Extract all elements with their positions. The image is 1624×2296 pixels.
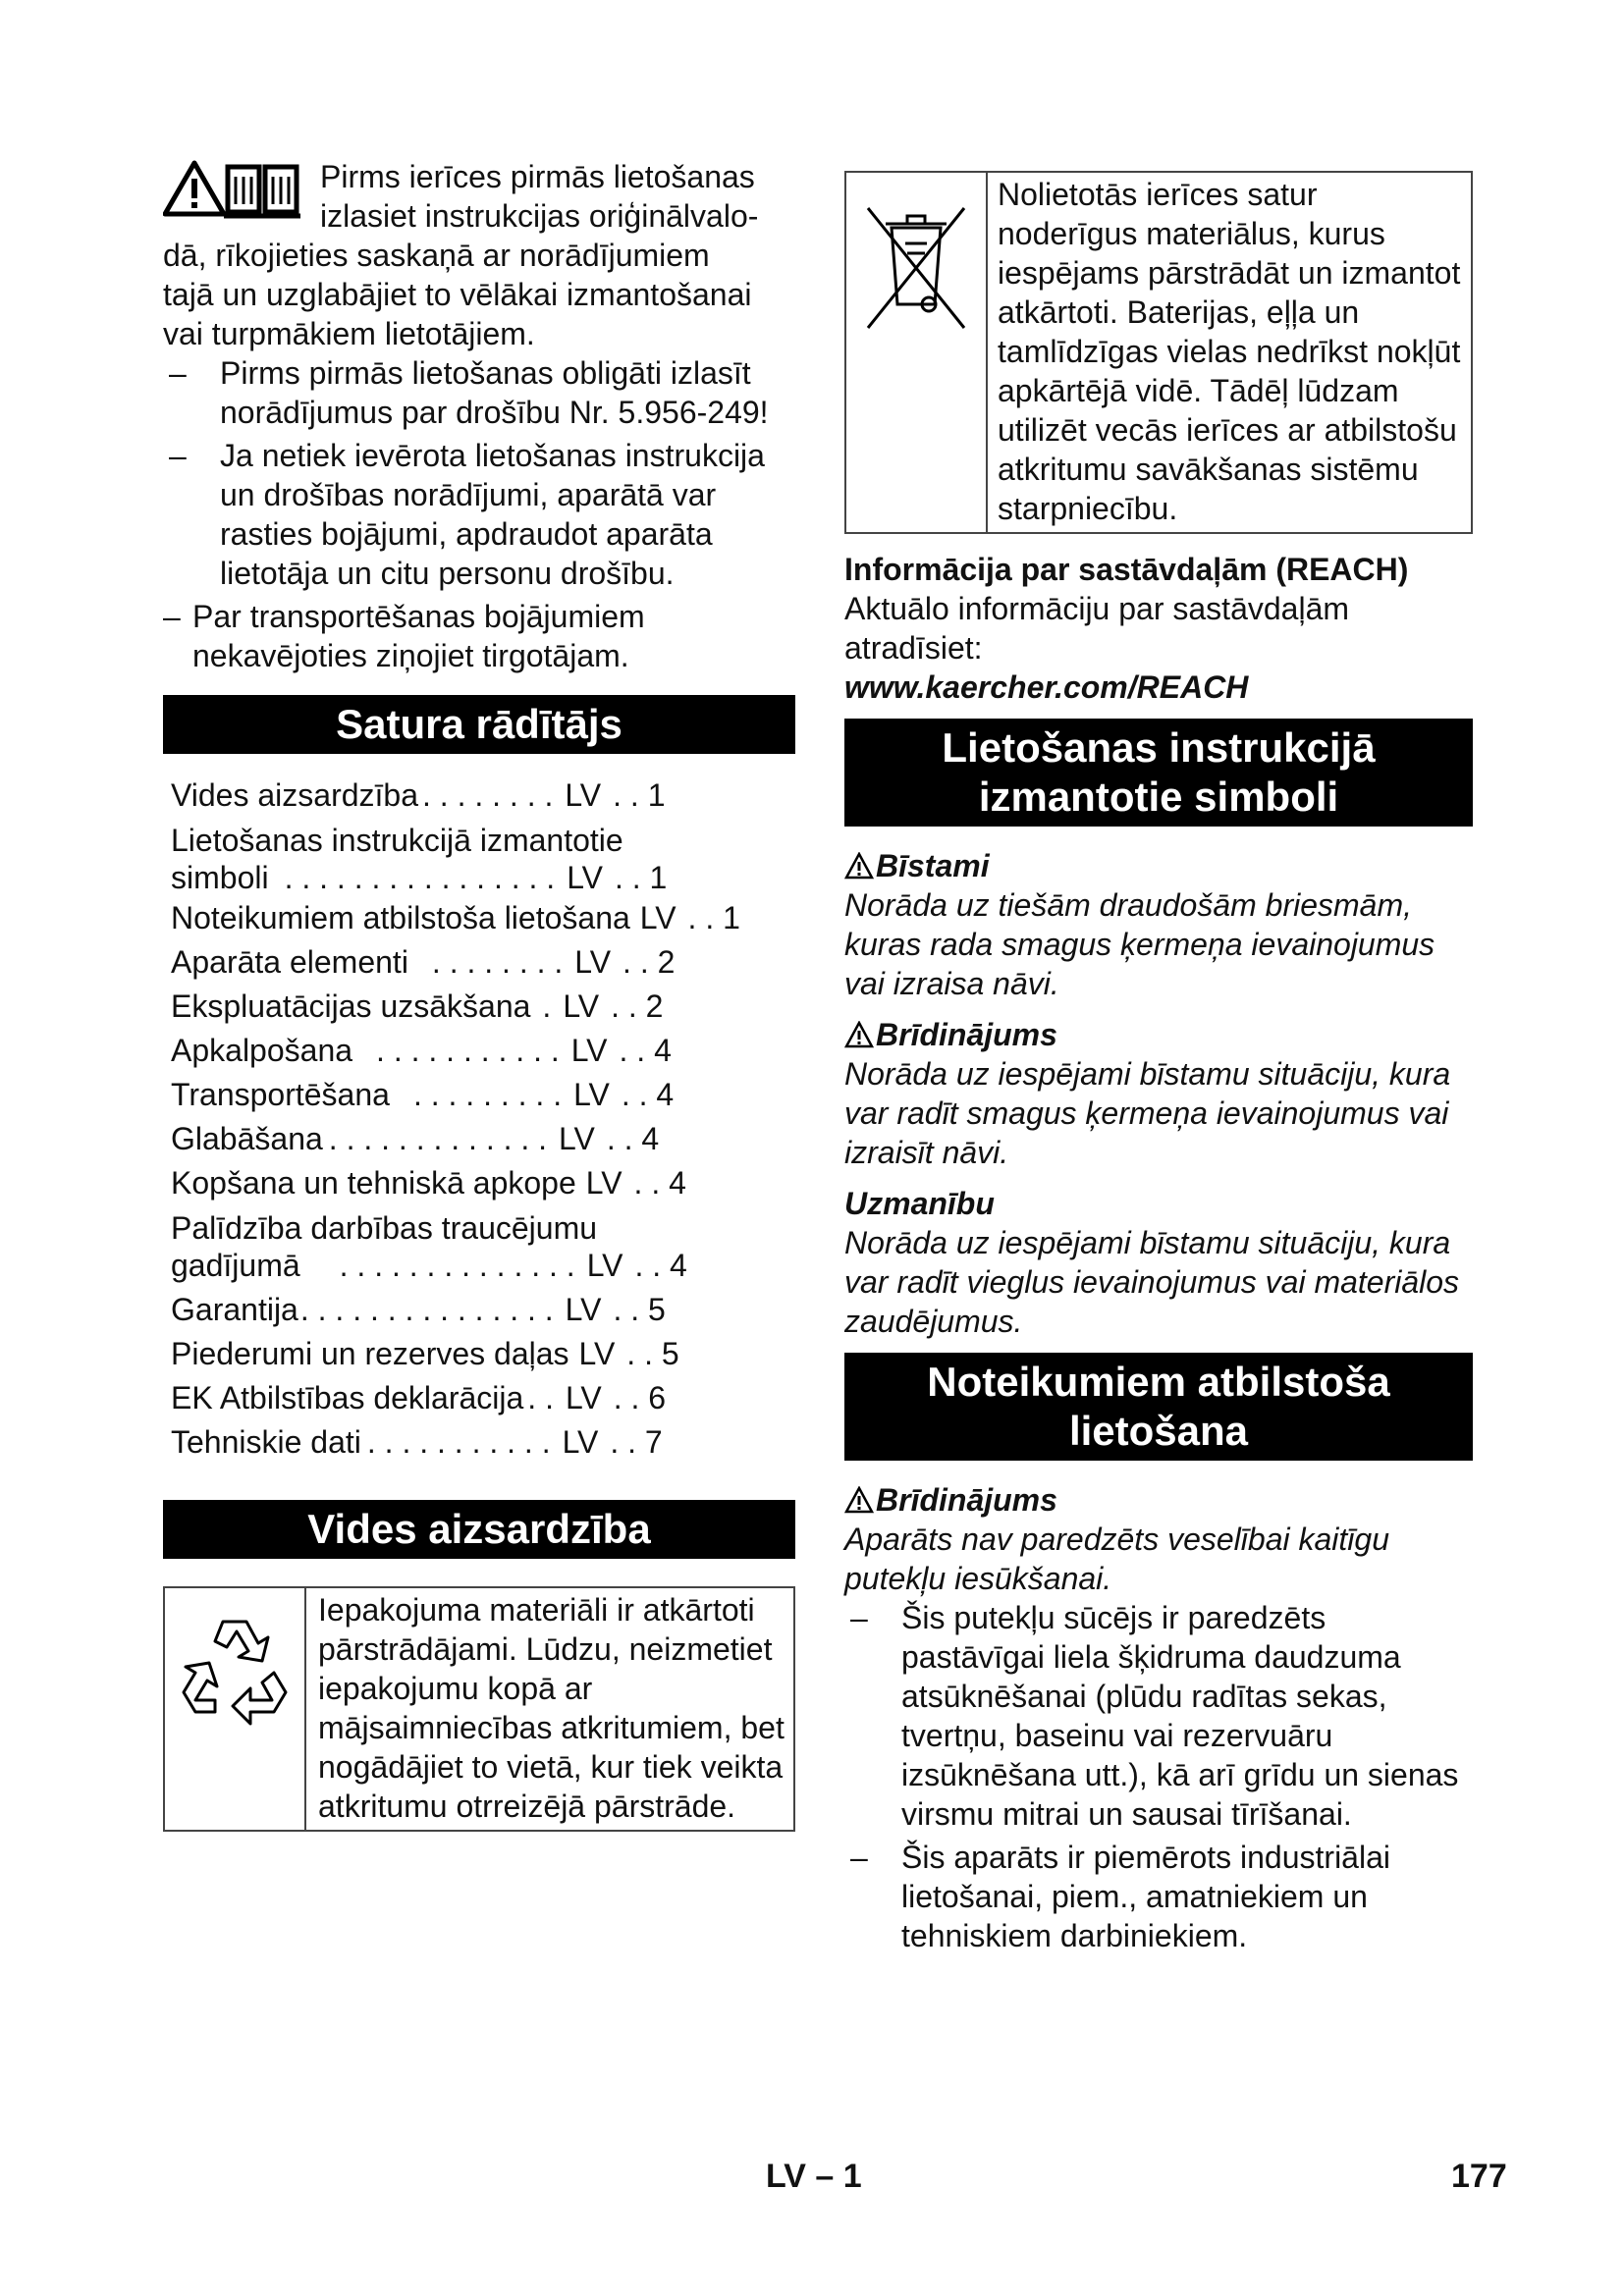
symbol-warning	[844, 1015, 1473, 1172]
symbol-title-row	[844, 846, 1473, 885]
toc-entry[interactable]	[163, 896, 795, 940]
toc-dots: . . . . . . . . . . .	[366, 1424, 551, 1460]
intended-use-bullet	[844, 1598, 1473, 1834]
toc-page: . . 4	[619, 1033, 672, 1068]
intended-use-bullet	[844, 1838, 1473, 1955]
symbol-text: Norāda uz iespējami bīstamu situāciju, kura var radīt vieglus ievainojumus vai materiālos zaudējumus.	[844, 1225, 1460, 1339]
toc-entry[interactable]	[163, 1247, 795, 1284]
toc-label: EK Atbilstības deklarācija	[171, 1380, 524, 1415]
toc-entry[interactable]	[163, 859, 795, 896]
toc-dots: . . . . . . . . . . . . . . .	[299, 1292, 554, 1327]
toc-page: . . 2	[623, 944, 676, 980]
toc-page: . . 1	[687, 900, 740, 935]
toc-page: . . 6	[613, 1380, 667, 1415]
reach-text: Aktuālo informāciju par sastāvdaļām atradīsiet:	[844, 591, 1350, 666]
toc-lang: LV	[565, 1380, 602, 1415]
symbols-heading	[844, 719, 1473, 827]
bullet-dash: –	[850, 1840, 868, 1875]
toc-lang: LV	[563, 988, 600, 1024]
toc-label: Noteikumiem atbilstoša lietošana	[171, 900, 630, 935]
intro-bullet	[163, 597, 795, 675]
toc-label: Apkalpošana	[171, 1033, 353, 1068]
bullet-text: Ja netiek ievērota lietošanas instrukcija un drošības norādījumi, aparātā var rasties bojājumi, apdraudot aparāta lietotāja un citu personu drošību.	[220, 438, 765, 591]
bullet-dash: –	[169, 438, 187, 473]
left-column	[163, 157, 795, 1832]
toc-dots: . .	[527, 1380, 554, 1415]
toc-label: gadījumā	[171, 1248, 300, 1283]
bullet-dash: –	[163, 599, 181, 634]
bullet-text: Par transportēšanas bojājumiem nekavējoties ziņojiet tirgotājam.	[192, 599, 645, 673]
toc-entry[interactable]	[163, 822, 795, 859]
packaging-info-table	[163, 1586, 795, 1832]
toc-lang: LV	[574, 944, 612, 980]
toc-label: Piederumi un rezerves daļas	[171, 1336, 569, 1371]
toc-label: Transportēšana	[171, 1077, 390, 1112]
intro-bullet	[163, 353, 795, 432]
toc-entry[interactable]	[163, 985, 795, 1029]
toc-label: simboli	[171, 860, 269, 895]
toc-page: . . 2	[611, 988, 664, 1024]
intended-use-heading-line: lietošana	[1068, 1408, 1249, 1454]
intro-line: vai turpmākiem lietotājiem.	[163, 316, 535, 351]
toc-entry[interactable]	[163, 1420, 795, 1465]
toc-dots: . . . . . . . . . . . . . .	[339, 1248, 575, 1283]
toc-lang: LV	[573, 1077, 610, 1112]
intended-use-warning	[844, 1480, 1473, 1598]
disposal-icon-cell	[846, 173, 988, 532]
intended-use-heading	[844, 1353, 1473, 1461]
symbol-title: Uzmanību	[844, 1186, 995, 1221]
crossed-bin-icon	[862, 194, 970, 332]
toc-lang: LV	[639, 900, 677, 935]
toc-page: . . 1	[614, 860, 668, 895]
warning-title: Brīdinājums	[876, 1482, 1057, 1518]
toc-label: Garantija	[171, 1292, 298, 1327]
toc-lang: LV	[570, 1033, 608, 1068]
toc-dots: . . . . . . . .	[431, 944, 564, 980]
reach-title: Informācija par sastāvdaļām (REACH)	[844, 552, 1409, 587]
toc-lang: LV	[578, 1336, 616, 1371]
toc-label: Lietošanas instrukcijā izmantotie	[171, 823, 623, 858]
warning-icon	[844, 1486, 874, 1514]
packaging-text: Iepakojuma materiāli ir atkārtoti pārstrādājami. Lūdzu, neizmetiet iepakojumu kopā ar mājsaimniecības atkritumiem, bet nogādājiet to vietā, kur tiek veikta atkritumu otrreizējā pārstrāde.	[318, 1592, 785, 1824]
toc-entry[interactable]	[163, 1209, 795, 1247]
toc-label: Aparāta elementi	[171, 944, 408, 980]
table-of-contents	[163, 774, 795, 1465]
symbol-title-row	[844, 1015, 1473, 1054]
disposal-info-table	[844, 171, 1473, 534]
page-number: 177	[1451, 2158, 1507, 2195]
environment-heading: Vides aizsardzība	[163, 1500, 795, 1559]
symbol-title: Bīstami	[876, 848, 990, 883]
warning-icon	[844, 852, 874, 880]
toc-page: . . 4	[606, 1121, 660, 1156]
toc-entry[interactable]	[163, 1332, 795, 1376]
disposal-text: Nolietotās ierīces satur noderīgus materiālus, kurus iespējams pārstrādāt un izmantot atkārtoti. Baterijas, eļļa un tamlīdzīgas vielas nedrīkst nokļūt apkārtējā vidē. Tādēļ lūdzam utilizēt vecās ierīces ar atbilstošu atkritumu savākšanas sistēmu starpniecību.	[998, 177, 1461, 526]
right-column	[844, 171, 1473, 1955]
toc-lang: LV	[565, 777, 602, 813]
recycle-icon	[176, 1608, 294, 1726]
toc-label: Glabāšana	[171, 1121, 323, 1156]
toc-page: . . 5	[613, 1292, 666, 1327]
intro-first-line: Pirms ierīces pirmās lietošanas	[320, 159, 755, 194]
toc-page: . . 4	[634, 1248, 687, 1283]
toc-entry[interactable]	[163, 940, 795, 985]
toc-label: Ekspluatācijas uzsākšana	[171, 988, 531, 1024]
bullet-text: Šis putekļu sūcējs ir paredzēts pastāvīgai liela šķidruma daudzuma atsūknēšanai (plūdu radītas sekas, tvertņu, baseinu vai rezervuāru izsūknēšana utt.), kā arī grīdu un sienas virsmu mitrai un sausai tīrīšanai.	[901, 1600, 1459, 1832]
warning-title-row	[844, 1480, 1473, 1520]
warning-text: Aparāts nav paredzēts veselībai kaitīgu putekļu iesūkšanai.	[844, 1522, 1389, 1596]
toc-lang: LV	[567, 860, 603, 895]
toc-dots: . . . . . . . . . . . . . . . .	[284, 860, 556, 895]
toc-dots: . . . . . . . . . . .	[376, 1033, 560, 1068]
toc-lang: LV	[559, 1121, 595, 1156]
toc-lang: LV	[586, 1248, 623, 1283]
intro-line: dā, rīkojieties saskaņā ar norādījumiem	[163, 238, 710, 273]
toc-label: Tehniskie dati	[171, 1424, 361, 1460]
toc-page: . . 1	[613, 777, 666, 813]
bullet-dash: –	[850, 1600, 868, 1635]
toc-entry[interactable]	[163, 1161, 795, 1205]
toc-entry[interactable]	[163, 1029, 795, 1073]
toc-lang: LV	[585, 1165, 623, 1201]
bullet-text: Šis aparāts ir piemērots industriālai lietošanai, piem., amatniekiem un tehniskiem darbiniekiem.	[901, 1840, 1390, 1953]
bullet-dash: –	[169, 355, 187, 391]
intro-line: tajā un uzglabājiet to vēlākai izmantošanai	[163, 277, 752, 312]
symbol-text: Norāda uz tiešām draudošām briesmām, kuras rada smagus ķermeņa ievainojumus vai izraisa nāvi.	[844, 887, 1435, 1001]
toc-lang: LV	[562, 1424, 599, 1460]
toc-page: . . 5	[626, 1336, 679, 1371]
toc-lang: LV	[565, 1292, 602, 1327]
symbols-heading-line: Lietošanas instrukcijā	[942, 724, 1376, 771]
manual-book-icon	[222, 159, 302, 220]
toc-heading: Satura rādītājs	[163, 695, 795, 754]
toc-label: Vides aizsardzība	[171, 777, 418, 813]
symbol-caution	[844, 1184, 1473, 1341]
toc-label: Palīdzība darbības traucējumu	[171, 1210, 598, 1246]
toc-dots: . . . . . . . . . . . . .	[328, 1121, 548, 1156]
toc-dots: . . . . . . . . .	[412, 1077, 563, 1112]
toc-entry[interactable]	[163, 1073, 795, 1117]
symbol-text: Norāda uz iespējami bīstamu situāciju, kura var radīt smagus ķermeņa ievainojumus vai izraisīt nāvi.	[844, 1056, 1451, 1170]
intro-bullet	[163, 436, 795, 593]
symbol-title: Brīdinājums	[876, 1017, 1057, 1052]
toc-page: . . 4	[621, 1077, 675, 1112]
toc-entry[interactable]	[163, 1288, 795, 1332]
intro-line: izlasiet instrukcijas oriģinālvalo-	[320, 198, 759, 234]
toc-dots: . . . . . . . .	[422, 777, 554, 813]
toc-page: . . 7	[610, 1424, 663, 1460]
warning-icon	[844, 1021, 874, 1048]
intended-use-heading-line: Noteikumiem atbilstoša	[927, 1359, 1390, 1405]
intro-block	[163, 157, 795, 353]
packaging-icon-cell	[165, 1588, 306, 1830]
toc-page: . . 4	[633, 1165, 686, 1201]
toc-entry[interactable]	[163, 774, 795, 818]
intro-icons	[163, 159, 308, 228]
toc-dots: .	[542, 988, 552, 1024]
symbols-heading-line: izmantotie simboli	[978, 774, 1339, 820]
symbol-danger	[844, 846, 1473, 1003]
footer-section-label: LV – 1	[766, 2158, 862, 2195]
bullet-text: Pirms pirmās lietošanas obligāti izlasīt norādījumus par drošību Nr. 5.956-249!	[220, 355, 769, 430]
toc-entry[interactable]	[163, 1376, 795, 1420]
reach-link[interactable]: www.kaercher.com/REACH	[844, 669, 1249, 705]
toc-entry[interactable]	[163, 1117, 795, 1161]
toc-label: Kopšana un tehniskā apkope	[171, 1165, 576, 1201]
